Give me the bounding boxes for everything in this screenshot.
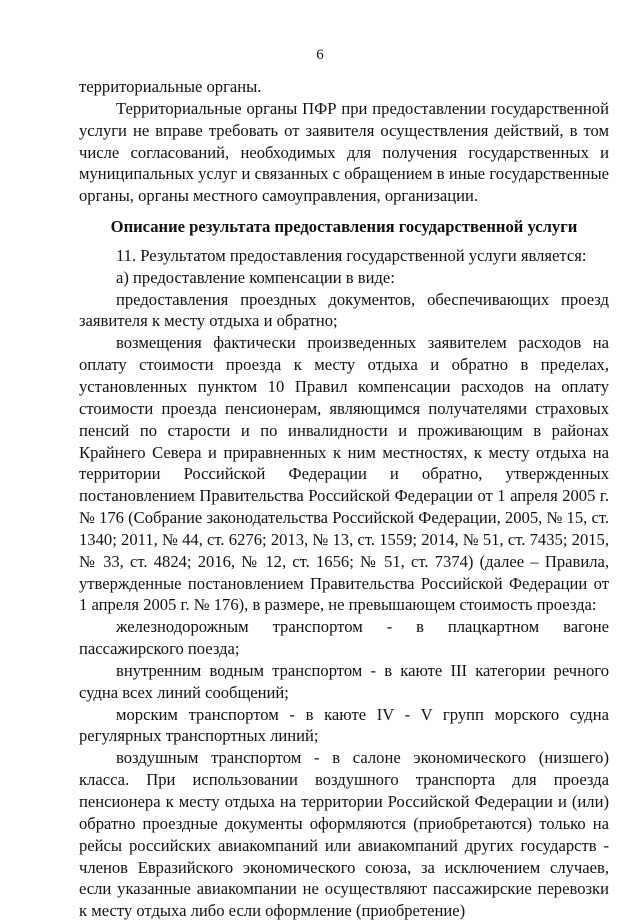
paragraph-item-11: 11. Результатом предоставления государственной услуги является:	[116, 245, 587, 265]
section-heading: Описание результата предоставления государственной услуги	[110, 217, 578, 237]
paragraph-territorial-bodies: Территориальные органы ПФР при предоставлении государственной услуги не вправе требовать от заявителя осуществления действий, в том числе согласований, необходимых для получения государственных и муниципальных услуг и связанных с обращением в иные государственные органы, органы местного самоуправления, организации.	[79, 98, 609, 206]
paragraph-sea-transport: морским транспортом - в каюте IV - V групп морского судна регулярных транспортных линий;	[79, 704, 609, 746]
paragraph-subitem-a: а) предоставление компенсации в виде:	[116, 267, 395, 287]
paragraph-river-transport: внутренним водным транспортом - в каюте III категории речного судна всех линий сообщений;	[79, 660, 609, 702]
document-body	[79, 76, 609, 922]
page-number: 6	[316, 47, 324, 63]
paragraph-rail-transport: железнодорожным транспортом - в плацкартном вагоне пассажирского поезда;	[79, 617, 609, 659]
paragraph-continuation: территориальные органы.	[79, 77, 262, 96]
paragraph-air-transport: воздушным транспортом - в салоне экономического (низшего) класса. При использовании воздушного транспорта для проезда пенсионера к месту отдыха на территории Российской Федерации и (или) обратно проездные документы оформляются (приобретаются) только на рейсы российских авиакомпаний или авиакомпаний других государств - членов Евразийского экономического союза, за исключением случаев, если указанные авиакомпании не осуществляют пассажирские перевозки к месту отдыха либо если оформление (приобретение)	[79, 748, 609, 921]
paragraph-travel-documents: предоставления проездных документов, обеспечивающих проезд заявителя к месту отдыха и обратно;	[79, 289, 609, 331]
paragraph-reimbursement: возмещения фактически произведенных заявителем расходов на оплату стоимости проезда к месту отдыха и обратно в пределах, установленных пунктом 10 Правил компенсации расходов на оплату стоимости проезда пенсионерам, являющимся получателями страховых пенсий по старости и по инвалидности и проживающим в районах Крайнего Севера и приравненных к ним местностях, к месту отдыха на территории Российской Федерации и обратно, утвержденных постановлением Правительства Российской Федерации от 1 апреля 2005 г. № 176 (Собрание законодательства Российской Федерации, 2005, № 15, ст. 1340; 2011, № 44, ст. 6276; 2013, № 13, ст. 1559; 2014, № 51, ст. 7435; 2015, № 33, ст. 4824; 2016, № 12, ст. 1656; № 51, ст. 7374) (далее – Правила, утвержденные постановлением Правительства Российской Федерации от 1 апреля 2005 г. № 176), в размере, не превышающем стоимость проезда:	[79, 333, 609, 615]
